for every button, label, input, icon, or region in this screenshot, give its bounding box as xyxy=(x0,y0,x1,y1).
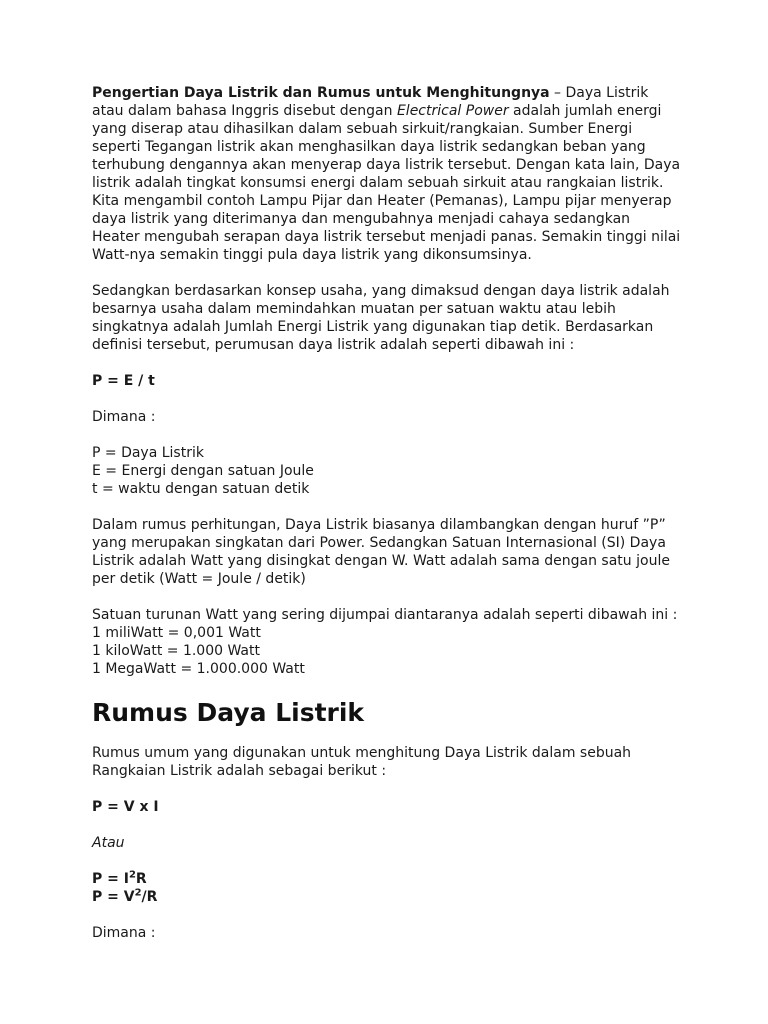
definition-item: E = Energi dengan satuan Joule xyxy=(92,463,314,479)
section-heading: Rumus Daya Listrik xyxy=(92,698,365,727)
definition-list xyxy=(92,444,682,498)
definition-item: P = Daya Listrik xyxy=(92,445,204,461)
definition-item: t = waktu dengan satuan detik xyxy=(92,481,310,497)
atau-text: Atau xyxy=(92,835,125,851)
paragraph-usaha: Sedangkan berdasarkan konsep usaha, yang dimaksud dengan daya listrik adalah besarnya usaha dalam memindahkan muatan per satuan waktu atau lebih singkatnya adalah Jumlah Energi Listrik yang digunakan tiap detik. Berdasarkan definisi tersebut, perumusan daya listrik adalah seperti dibawah ini : xyxy=(92,283,670,353)
atau-label xyxy=(92,834,682,852)
paragraph-satuan: Dalam rumus perhitungan, Daya Listrik biasanya dilambangkan dengan huruf ”P” yang merupakan singkatan dari Power. Sedangkan Satuan Internasional (SI) Daya Listrik adalah Watt yang disingkat dengan W. Watt adalah sama dengan satu joule per detik (Watt = Joule / detik) xyxy=(92,517,670,587)
units-block xyxy=(92,606,682,678)
unit-item: 1 MegaWatt = 1.000.000 Watt xyxy=(92,661,305,677)
intro-paragraph xyxy=(92,84,682,264)
unit-item: 1 miliWatt = 0,001 Watt xyxy=(92,625,261,641)
formula-vi: P = V x I xyxy=(92,799,159,815)
intro-dash: – Daya Listrik atau dalam bahasa Inggris disebut dengan xyxy=(92,85,649,119)
formula-i2r-post: R xyxy=(135,871,147,887)
formula-i2r-pre: P = I xyxy=(92,871,129,887)
intro-lead: Pengertian Daya Listrik dan Rumus untuk Menghitungnya xyxy=(92,85,550,101)
dimana-label: Dimana : xyxy=(92,409,156,425)
formula-v2r xyxy=(92,888,682,906)
paragraph-rumus: Rumus umum yang digunakan untuk menghitung Daya Listrik dalam sebuah Rangkaian Listrik adalah sebagai berikut : xyxy=(92,745,632,779)
formula-v2r-post: /R xyxy=(141,889,158,905)
formula-i2r xyxy=(92,870,682,888)
document-page xyxy=(92,84,682,960)
formula-alt-block xyxy=(92,870,682,906)
unit-item: 1 kiloWatt = 1.000 Watt xyxy=(92,643,260,659)
formula-energy: P = E / t xyxy=(92,373,155,389)
formula-v2r-sup: 2 xyxy=(134,887,142,899)
intro-term: Electrical Power xyxy=(396,103,509,119)
formula-v2r-pre: P = V xyxy=(92,889,135,905)
intro-rest: adalah jumlah energi yang diserap atau dihasilkan dalam sebuah sirkuit/rangkaian. Sumber Energi seperti Tegangan listrik akan menghasilkan daya listrik sedangkan beban yang terhubung dengannya akan menyerap daya listrik tersebut. Dengan kata lain, Daya listrik adalah tingkat konsumsi energi dalam sebuah sirkuit atau rangkaian listrik. Kita mengambil contoh Lampu Pijar dan Heater (Pemanas), Lampu pijar menyerap daya listrik yang diterimanya dan mengubahnya menjadi cahaya sedangkan Heater mengubah serapan daya listrik tersebut menjadi panas. Semakin tinggi nilai Watt-nya semakin tinggi pula daya listrik yang dikonsumsinya. xyxy=(92,103,681,263)
units-intro: Satuan turunan Watt yang sering dijumpai diantaranya adalah seperti dibawah ini : xyxy=(92,607,678,623)
dimana-label-2: Dimana : xyxy=(92,925,156,941)
formula-i2r-sup: 2 xyxy=(128,869,136,881)
